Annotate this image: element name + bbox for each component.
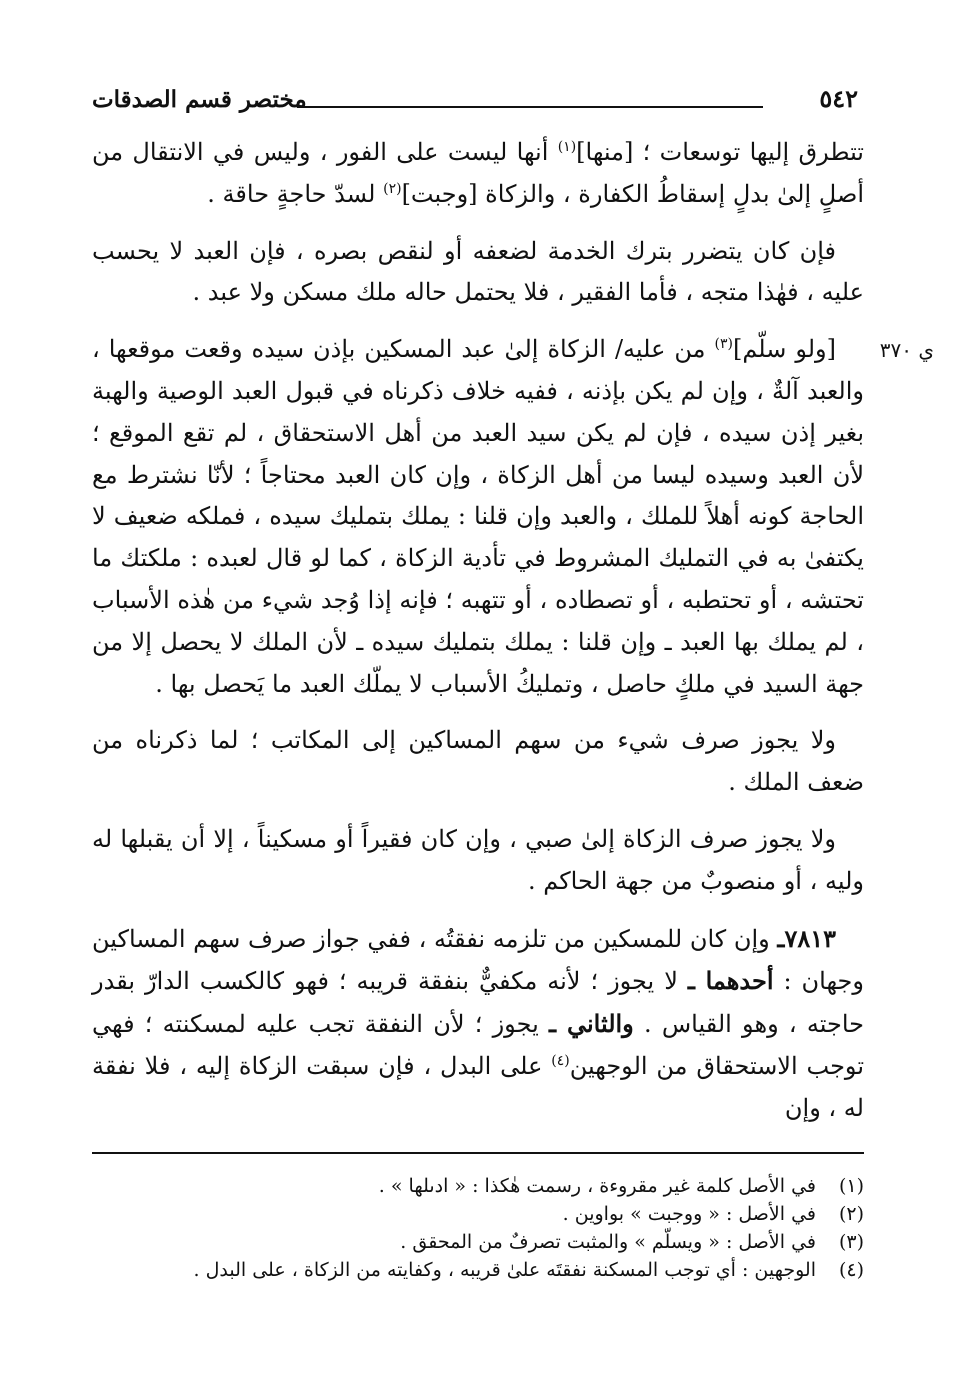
paragraph-6-text-a: وإن كان للمسكين من تلزمه نفقتُه ، ففي جواز صرف سهم المساكين وجهان : [92,924,864,996]
margin-reference: ي ٣٧٠ [879,338,934,362]
second-view-label: والثاني ـ [548,1009,634,1039]
footnote-text: في الأصل : « ووجبت » بواوين . [562,1203,816,1225]
footnote-divider [92,1152,864,1154]
footnote-ref-4: (٤) [551,1052,570,1069]
page-number: ٥٤٢ [819,84,858,113]
running-title: مختصر قسم الصدقات [92,86,307,113]
footnote-number: (٣) [838,1231,864,1253]
first-view-label: أحدهما ـ [687,966,774,996]
footnote-ref-2: (٢) [383,180,402,197]
header-rule [297,106,763,108]
issue-number: ٧٨١٣ـ [777,923,836,953]
page-header [92,82,858,122]
paragraph-1-text-c: لسدّ حاجةٍ حاقة . [207,179,384,208]
footnote [92,1228,864,1256]
footnote-number: (٤) [838,1259,864,1281]
paragraph-6-text-c: يجوز ؛ لأن النفقة تجب عليه لمسكنته ؛ فهي توجب الاستحقاق من الوجهين [92,1010,864,1080]
paragraph-6-text-d: على البدل ، فإن سبقت الزكاة إليه ، فلا نفقة له ، وإن [92,1051,864,1122]
footnote-ref-3: (٣) [714,336,733,353]
paragraph-5: ولا يجوز صرف الزكاة إلىٰ صبي ، وإن كان فقيراً أو مسكيناً ، إلا أن يقبلها له وليه ، أو منصوبٌ من جهة الحاكم . [92,824,864,895]
footnote-text: الوجهين : أي توجب المسكنة نفقتَه علىٰ قريبه ، وكفايته من الزكاة ، على البدل . [193,1259,816,1281]
main-text [92,132,864,1145]
paragraph-3-text-b: من عليه/ الزكاة إلىٰ عبد المسكين بإذن سيده وقعت موقعها ، والعبد آلةٌ ، وإن لم يكن بإذنه ، ففيه خلاف ذكرناه في قبول العبد الوصية والهبة بغير إذن سيده ، فإن لم يكن سيد العبد من أهل الاستحقاق ، لم تقع الموقع ؛ لأن العبد وسيده ليسا من أهل الزكاة ، وإن كان العبد محتاجاً ؛ لأنّا نشترط مع الحاجة كونه أهلاً للملك ، والعبد وإن قلنا : يملك بتمليك سيده ، فملكه ضعيف لا يكتفىٰ به في التمليك المشروط في تأدية الزكاة ، كما لو قال لعبده : ملكتك ما تحتشه ، أو تحتطبه ، أو تصطاده ، أو تتهبه ؛ فإنه إذا وُجد شيء من هٰذه الأسباب ، لم يملك بها العبد ـ وإن قلنا : يملك بتمليك سيده ـ لأن الملك لا يحصل إلا من جهة السيد في ملكٍ حاصل ، وتمليكُ الأسباب لا يملّك العبد ما يَحصل بها . [92,335,864,698]
footnote-number: (١) [838,1175,864,1197]
footnote-text: في الأصل : « ويسلّم » والمثبت تصرفٌ من المحقق . [400,1231,816,1253]
footnote-number: (٢) [838,1203,864,1225]
footnote-text: في الأصل كلمة غير مقروءة ، رسمت هٰكذا : « ادىلها » . [378,1175,816,1197]
paragraph-6 [92,918,864,1130]
footnote-ref-1: (١) [557,139,577,155]
paragraph-3-text-a: [ولو سلّم] [732,335,836,364]
paragraph-1-text-b: أنها ليست على الفور ، وليس في الانتقال من أصلٍ إلىٰ بدلٍ إسقاطُ الكفارة ، والزكاة [وجبت] [92,138,864,208]
footnotes [92,1172,864,1284]
footnote [92,1172,864,1200]
footnote [92,1256,864,1284]
paragraph-1 [92,132,864,216]
paragraph-6-text-b: لا يجوز ؛ لأنه مكفيٌّ بنفقة قريبه ؛ فهو كالكسب الدارّ بقدر حاجته ، وهو القياس . [92,967,864,1039]
paragraph-3 [92,329,864,705]
paragraph-2: فإن كان يتضرر بترك الخدمة لضعفه أو لنقص بصره ، فإن العبد لا يحسب عليه ، فهٰذا متجه ، فأما الفقير ، فلا يحتمل حاله ملك مسكن ولا عبد . [92,236,864,307]
paragraph-1-text-a: تتطرق إليها توسعات ؛ [منها] [576,138,864,166]
paragraph-4: ولا يجوز صرف شيء من سهم المساكين إلى المكاتب ؛ لما ذكرناه من ضعف الملك . [92,726,864,797]
footnote [92,1200,864,1228]
